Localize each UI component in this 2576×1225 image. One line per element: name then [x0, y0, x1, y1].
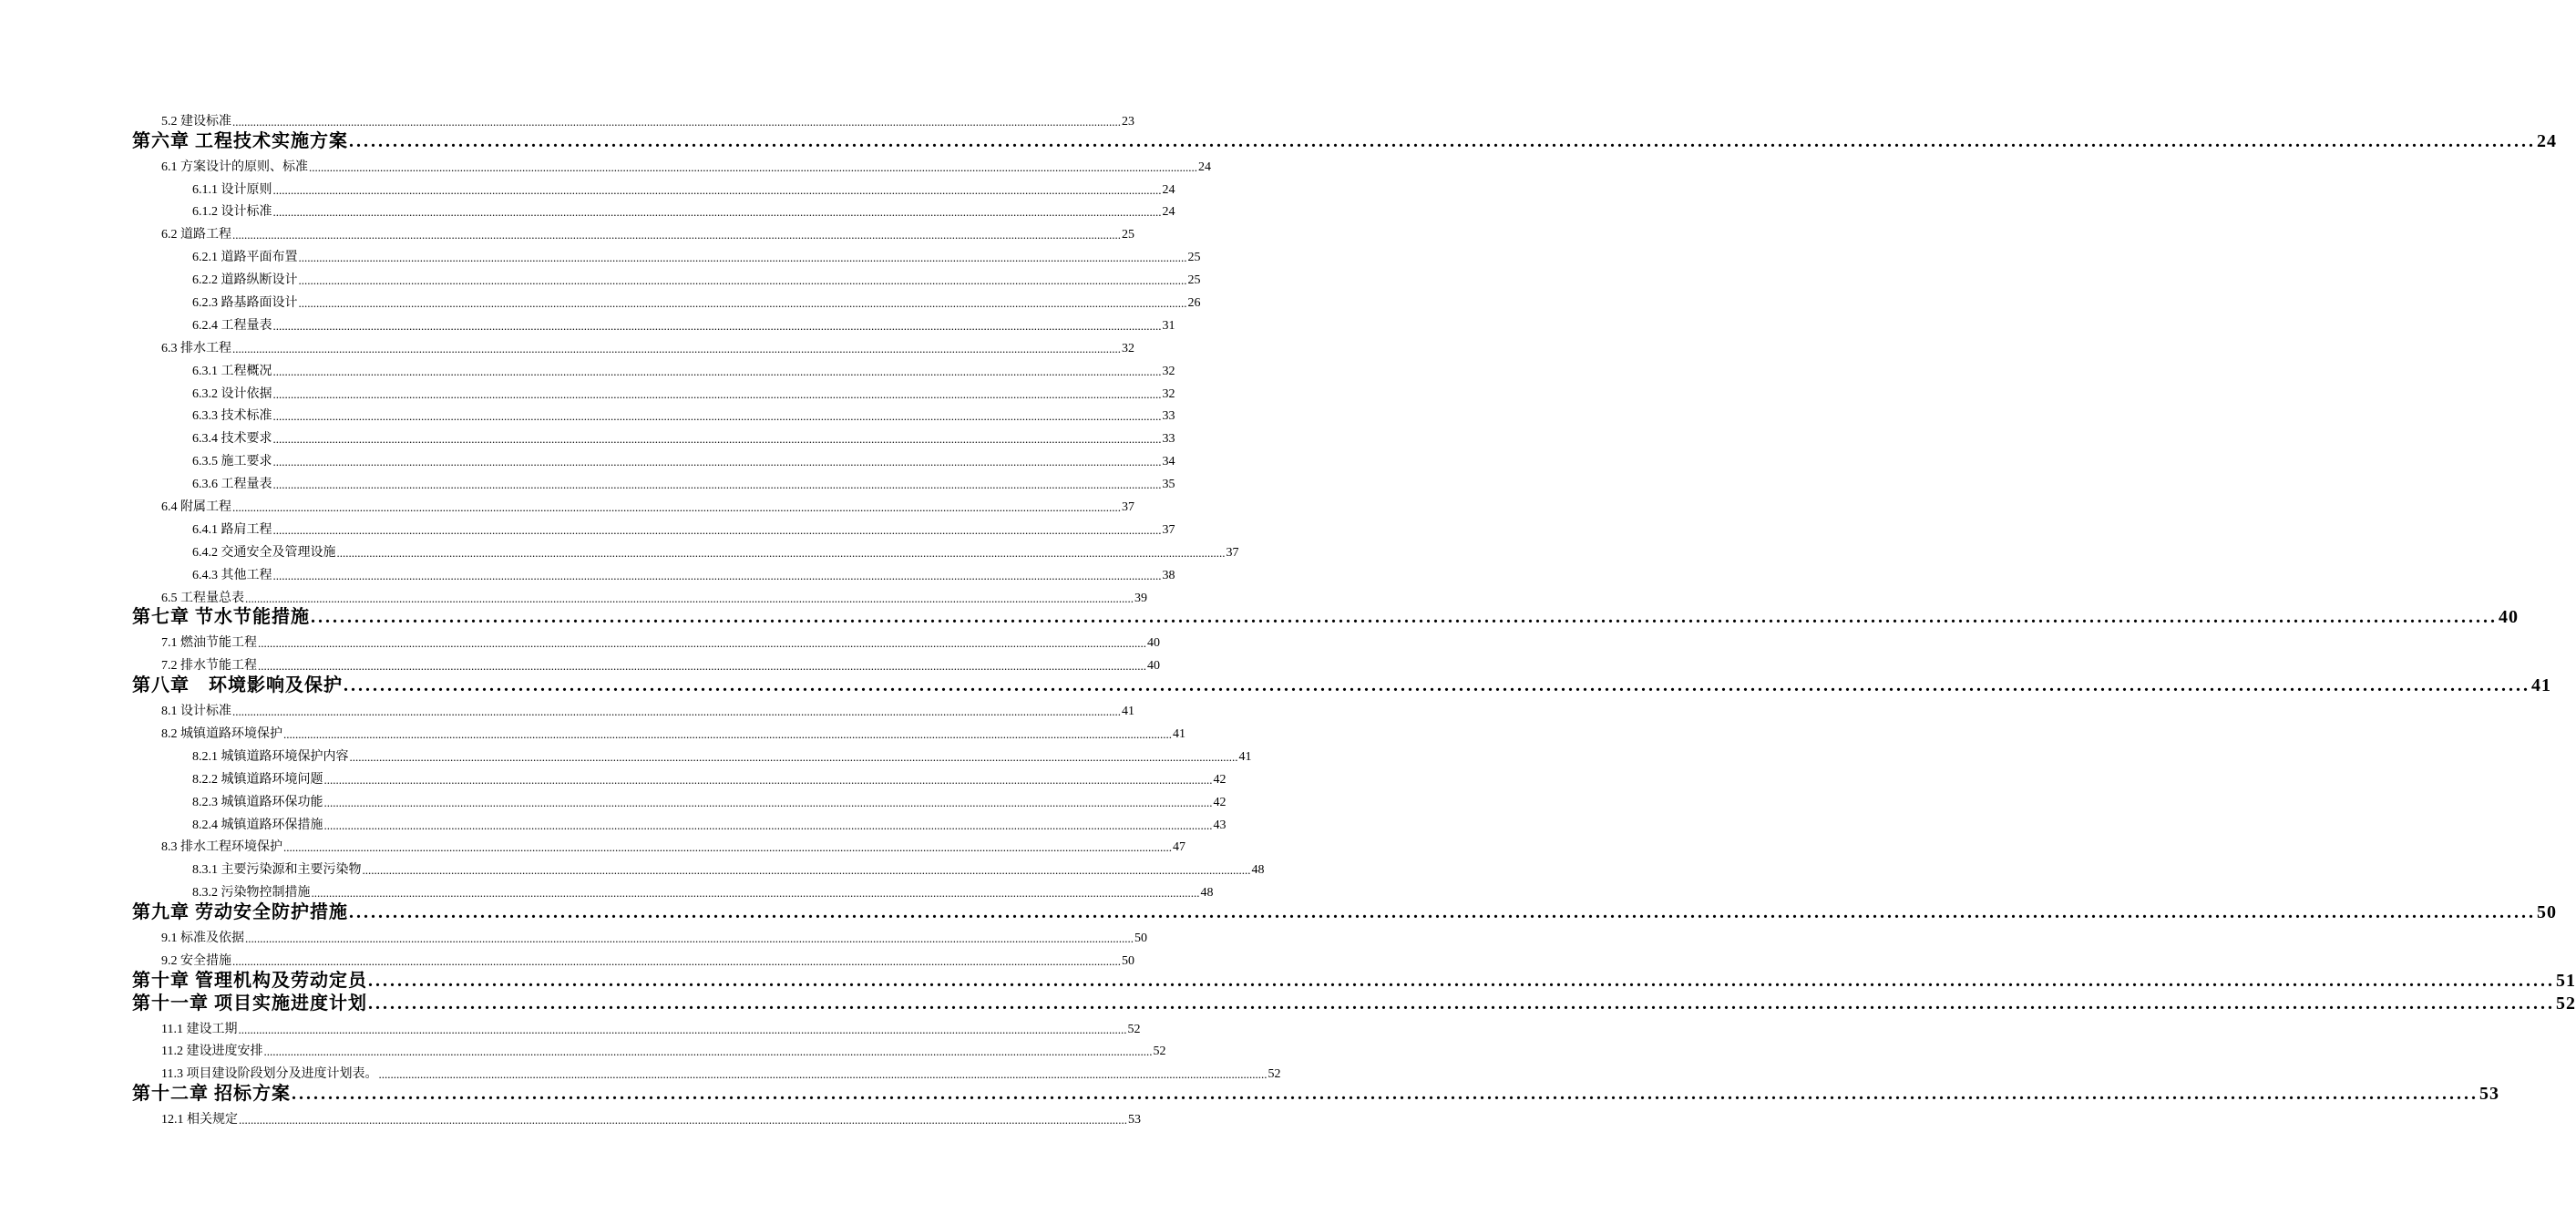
- toc-section-entry[interactable]: [0, 152, 1211, 175]
- toc-leader-dots: ............................................................................................................................................................................................................................................................................................................: [298, 296, 1187, 311]
- toc-entry-title: 7.1 燃油节能工程: [161, 636, 257, 651]
- toc-entry-page-number: 47: [1173, 840, 1185, 855]
- toc-entry-title: 8.3.2 污染物控制措施: [192, 886, 311, 901]
- toc-section-entry[interactable]: [0, 878, 1214, 901]
- toc-leader-dots: ............................................................................................................................................................................................................................................................................................................: [323, 818, 1213, 832]
- toc-entry-page-number: 32: [1122, 341, 1134, 355]
- toc-leader-dots: ............................................................................................................................................................................................................................................................................................................: [272, 409, 1162, 424]
- toc-entry-title: 8.2.2 城镇道路环境问题: [192, 772, 323, 787]
- toc-section-entry[interactable]: [0, 447, 1175, 469]
- toc-leader-dots: ............................................................................................................................................................................................................................................................................................................: [245, 591, 1134, 605]
- toc-section-entry[interactable]: [0, 855, 1265, 878]
- toc-entry-page-number: 35: [1162, 478, 1175, 492]
- toc-entry-page-number: 37: [1122, 500, 1134, 515]
- toc-entry-page-number: 37: [1226, 545, 1239, 560]
- toc-section-entry[interactable]: [0, 788, 1226, 810]
- toc-entry-title: 8.2 城镇道路环境保护: [161, 726, 282, 741]
- toc-entry-title: 6.3.1 工程概况: [192, 364, 272, 378]
- toc-leader-dots: ............................................................................................................................................................................................................................................................................................................: [283, 840, 1172, 855]
- toc-section-entry[interactable]: [0, 1037, 1166, 1060]
- toc-section-entry[interactable]: [0, 242, 1201, 265]
- toc-entry-page-number: 52: [2556, 993, 2576, 1014]
- toc-entry-page-number: 33: [1162, 432, 1175, 447]
- toc-entry-page-number: 50: [2537, 902, 2557, 923]
- toc-chapter-entry[interactable]: [0, 969, 2576, 992]
- toc-section-entry[interactable]: [0, 311, 1175, 334]
- toc-leader-dots: ............................................................................................................................................................................................................................................................................................................: [263, 1045, 1153, 1059]
- toc-section-entry[interactable]: [0, 538, 1239, 561]
- toc-entry-title: 6.1.2 设计标准: [192, 205, 272, 220]
- toc-entry-title: 6.2.3 路基路面设计: [192, 296, 298, 311]
- toc-leader-dots: ............................................................................................................................................................................................................................................................................................................: [323, 795, 1213, 809]
- toc-entry-page-number: 33: [1162, 409, 1175, 424]
- toc-leader-dots: ............................................................................................................................................................................................................................................................................................................: [272, 182, 1162, 197]
- toc-entry-title: 8.2.1 城镇道路环境保护内容: [192, 749, 349, 764]
- toc-leader-dots: ............................................................................................................................................................................................................................................................................................................: [311, 886, 1200, 901]
- toc-leader-dots: ............................................................................................................................................................................................................................................................................................................: [232, 341, 1121, 355]
- toc-entry-title: 6.1 方案设计的原则、标准: [161, 160, 308, 174]
- toc-entry-title: 6.4.2 交通安全及管理设施: [192, 545, 336, 560]
- toc-chapter-entry[interactable]: [0, 901, 2557, 923]
- toc-leader-dots: ............................................................................................................................................................................................................................................................................................................: [272, 205, 1162, 220]
- toc-section-entry[interactable]: [0, 198, 1175, 221]
- toc-section-entry[interactable]: [0, 583, 1147, 606]
- toc-leader-dots: ............................................................................................................................................................................................................................................................................................................: [378, 1067, 1267, 1082]
- toc-leader-dots: ............................................................................................................................................................................................................................................................................................................: [344, 675, 2530, 696]
- toc-leader-dots: ............................................................................................................................................................................................................................................................................................................: [272, 432, 1162, 447]
- toc-entry-page-number: 32: [1162, 386, 1175, 401]
- toc-section-entry[interactable]: [0, 379, 1175, 402]
- toc-entry-title: 第七章 节水节能措施: [132, 607, 310, 628]
- toc-leader-dots: ............................................................................................................................................................................................................................................................................................................: [292, 1084, 2479, 1105]
- toc-leader-dots: ............................................................................................................................................................................................................................................................................................................: [232, 500, 1121, 515]
- toc-chapter-entry[interactable]: [0, 674, 2551, 696]
- toc-entry-page-number: 50: [1122, 953, 1134, 968]
- toc-entry-page-number: 41: [1173, 726, 1185, 741]
- toc-entry-page-number: 51: [2556, 970, 2576, 991]
- toc-leader-dots: ............................................................................................................................................................................................................................................................................................................: [245, 931, 1134, 945]
- toc-entry-page-number: 24: [1198, 160, 1211, 174]
- toc-entry-title: 第十二章 招标方案: [132, 1084, 291, 1105]
- toc-section-entry[interactable]: [0, 651, 1160, 674]
- toc-entry-title: 6.5 工程量总表: [161, 591, 244, 605]
- toc-leader-dots: ............................................................................................................................................................................................................................................................................................................: [349, 902, 2536, 923]
- toc-section-entry[interactable]: [0, 561, 1175, 583]
- toc-leader-dots: ............................................................................................................................................................................................................................................................................................................: [272, 568, 1162, 582]
- toc-entry-page-number: 25: [1122, 228, 1134, 242]
- toc-entry-page-number: 40: [1147, 636, 1160, 651]
- toc-entry-title: 6.2.4 工程量表: [192, 318, 272, 333]
- toc-entry-title: 第十一章 项目实施进度计划: [132, 993, 367, 1014]
- toc-entry-title: 6.2 道路工程: [161, 228, 231, 242]
- toc-leader-dots: ............................................................................................................................................................................................................................................................................................................: [309, 160, 1197, 174]
- toc-entry-page-number: 42: [1213, 772, 1226, 787]
- toc-entry-title: 6.1.1 设计原则: [192, 182, 272, 197]
- toc-section-entry[interactable]: [0, 765, 1226, 788]
- toc-section-entry[interactable]: [0, 334, 1134, 356]
- toc-entry-page-number: 39: [1134, 591, 1147, 605]
- toc-entry-page-number: 41: [1238, 749, 1252, 764]
- toc-entry-page-number: 48: [1200, 886, 1214, 901]
- toc-leader-dots: ............................................................................................................................................................................................................................................................................................................: [232, 953, 1121, 968]
- toc-section-entry[interactable]: [0, 1059, 1281, 1082]
- toc-leader-dots: ............................................................................................................................................................................................................................................................................................................: [239, 1113, 1127, 1127]
- toc-entry-title: 5.2 建设标准: [161, 114, 231, 129]
- toc-section-entry[interactable]: [0, 810, 1226, 833]
- toc-section-entry[interactable]: [0, 1105, 1141, 1127]
- toc-leader-dots: ............................................................................................................................................................................................................................................................................................................: [272, 364, 1162, 378]
- toc-section-entry[interactable]: [0, 696, 1134, 719]
- toc-leader-dots: ............................................................................................................................................................................................................................................................................................................: [272, 455, 1162, 469]
- toc-section-entry[interactable]: [0, 288, 1201, 311]
- toc-entry-page-number: 38: [1162, 568, 1175, 582]
- toc-entry-page-number: 24: [1162, 205, 1175, 220]
- toc-entry-title: 第九章 劳动安全防护措施: [132, 902, 348, 923]
- toc-entry-title: 第八章 环境影响及保护: [132, 675, 343, 696]
- toc-leader-dots: ............................................................................................................................................................................................................................................................................................................: [368, 970, 2555, 991]
- toc-section-entry[interactable]: [0, 107, 1134, 129]
- toc-entry-page-number: 32: [1162, 364, 1175, 378]
- toc-leader-dots: ............................................................................................................................................................................................................................................................................................................: [238, 1022, 1127, 1036]
- toc-section-entry[interactable]: [0, 742, 1252, 765]
- toc-entry-page-number: 24: [1162, 182, 1175, 197]
- toc-section-entry[interactable]: [0, 628, 1160, 651]
- toc-entry-page-number: 40: [2499, 607, 2519, 628]
- toc-leader-dots: ............................................................................................................................................................................................................................................................................................................: [362, 863, 1251, 878]
- toc-section-entry[interactable]: [0, 492, 1134, 515]
- toc-leader-dots: ............................................................................................................................................................................................................................................................................................................: [349, 130, 2536, 151]
- toc-entry-title: 6.3 排水工程: [161, 341, 231, 355]
- toc-entry-title: 8.2.4 城镇道路环保措施: [192, 818, 323, 832]
- toc-entry-title: 6.4.1 路肩工程: [192, 522, 272, 537]
- toc-entry-title: 6.3.4 技术要求: [192, 432, 272, 447]
- toc-leader-dots: ............................................................................................................................................................................................................................................................................................................: [272, 522, 1162, 537]
- toc-leader-dots: ............................................................................................................................................................................................................................................................................................................: [349, 749, 1238, 764]
- toc-leader-dots: ............................................................................................................................................................................................................................................................................................................: [311, 607, 2498, 628]
- toc-leader-dots: ............................................................................................................................................................................................................................................................................................................: [232, 705, 1121, 719]
- toc-entry-title: 第十章 管理机构及劳动定员: [132, 970, 367, 991]
- table-of-contents: [0, 107, 2576, 1127]
- toc-entry-title: 6.4 附属工程: [161, 500, 231, 515]
- toc-entry-title: 6.3.2 设计依据: [192, 386, 272, 401]
- toc-entry-title: 6.2.1 道路平面布置: [192, 251, 298, 265]
- toc-leader-dots: ............................................................................................................................................................................................................................................................................................................: [368, 993, 2555, 1014]
- toc-section-entry[interactable]: [0, 356, 1175, 379]
- toc-entry-page-number: 42: [1213, 795, 1226, 809]
- toc-leader-dots: ............................................................................................................................................................................................................................................................................................................: [283, 726, 1172, 741]
- toc-entry-title: 8.2.3 城镇道路环保功能: [192, 795, 323, 809]
- toc-section-entry[interactable]: [0, 402, 1175, 425]
- toc-entry-page-number: 43: [1213, 818, 1226, 832]
- toc-entry-page-number: 25: [1187, 251, 1201, 265]
- toc-entry-page-number: 41: [1122, 705, 1134, 719]
- toc-section-entry[interactable]: [0, 424, 1175, 447]
- toc-entry-title: 9.1 标准及依据: [161, 931, 244, 945]
- toc-entry-page-number: 41: [2531, 675, 2551, 696]
- toc-section-entry[interactable]: [0, 1014, 1141, 1037]
- toc-entry-title: 6.2.2 道路纵断设计: [192, 273, 298, 288]
- toc-leader-dots: ............................................................................................................................................................................................................................................................................................................: [298, 251, 1187, 265]
- toc-entry-title: 8.1 设计标准: [161, 705, 231, 719]
- toc-entry-title: 11.3 项目建设阶段划分及进度计划表。: [161, 1067, 378, 1082]
- toc-section-entry[interactable]: [0, 515, 1175, 538]
- toc-leader-dots: ............................................................................................................................................................................................................................................................................................................: [298, 273, 1187, 288]
- toc-entry-page-number: 52: [1153, 1045, 1166, 1059]
- toc-leader-dots: ............................................................................................................................................................................................................................................................................................................: [232, 228, 1121, 242]
- toc-entry-title: 8.3 排水工程环境保护: [161, 840, 282, 855]
- toc-entry-page-number: 50: [1134, 931, 1147, 945]
- toc-entry-title: 6.4.3 其他工程: [192, 568, 272, 582]
- toc-entry-page-number: 53: [2479, 1084, 2499, 1105]
- toc-entry-title: 6.3.3 技术标准: [192, 409, 272, 424]
- toc-leader-dots: ............................................................................................................................................................................................................................................................................................................: [232, 114, 1121, 129]
- toc-chapter-entry[interactable]: [0, 992, 2576, 1014]
- toc-section-entry[interactable]: [0, 220, 1134, 242]
- toc-chapter-entry[interactable]: [0, 129, 2557, 152]
- toc-section-entry[interactable]: [0, 946, 1134, 969]
- toc-chapter-entry[interactable]: [0, 1082, 2499, 1105]
- toc-entry-title: 12.1 相关规定: [161, 1113, 238, 1127]
- toc-entry-title: 6.3.5 施工要求: [192, 455, 272, 469]
- toc-entry-title: 第六章 工程技术实施方案: [132, 130, 348, 151]
- toc-section-entry[interactable]: [0, 175, 1175, 198]
- toc-entry-page-number: 53: [1128, 1113, 1141, 1127]
- toc-section-entry[interactable]: [0, 833, 1185, 856]
- toc-section-entry[interactable]: [0, 923, 1147, 946]
- toc-entry-page-number: 31: [1162, 318, 1175, 333]
- toc-entry-page-number: 26: [1187, 296, 1201, 311]
- toc-entry-title: 6.3.6 工程量表: [192, 478, 272, 492]
- toc-section-entry[interactable]: [0, 469, 1175, 492]
- toc-leader-dots: ............................................................................................................................................................................................................................................................................................................: [272, 318, 1162, 333]
- toc-chapter-entry[interactable]: [0, 606, 2519, 629]
- toc-entry-title: 9.2 安全措施: [161, 953, 231, 968]
- toc-leader-dots: ............................................................................................................................................................................................................................................................................................................: [258, 636, 1146, 651]
- toc-leader-dots: ............................................................................................................................................................................................................................................................................................................: [272, 478, 1162, 492]
- toc-entry-page-number: 52: [1267, 1067, 1281, 1082]
- toc-leader-dots: ............................................................................................................................................................................................................................................................................................................: [258, 659, 1146, 674]
- toc-entry-page-number: 40: [1147, 659, 1160, 674]
- toc-leader-dots: ............................................................................................................................................................................................................................................................................................................: [272, 386, 1162, 401]
- toc-entry-page-number: 37: [1162, 522, 1175, 537]
- toc-entry-page-number: 24: [2537, 130, 2557, 151]
- toc-entry-page-number: 48: [1251, 863, 1265, 878]
- toc-entry-page-number: 52: [1127, 1022, 1141, 1036]
- toc-section-entry[interactable]: [0, 719, 1185, 742]
- toc-entry-title: 7.2 排水节能工程: [161, 659, 257, 674]
- toc-leader-dots: ............................................................................................................................................................................................................................................................................................................: [323, 772, 1213, 787]
- toc-entry-title: 11.2 建设进度安排: [161, 1045, 263, 1059]
- toc-entry-title: 11.1 建设工期: [161, 1022, 238, 1036]
- toc-entry-page-number: 23: [1122, 114, 1134, 129]
- toc-section-entry[interactable]: [0, 265, 1201, 288]
- toc-entry-page-number: 34: [1162, 455, 1175, 469]
- toc-entry-title: 8.3.1 主要污染源和主要污染物: [192, 863, 362, 878]
- toc-entry-page-number: 25: [1187, 273, 1201, 288]
- toc-leader-dots: ............................................................................................................................................................................................................................................................................................................: [336, 545, 1226, 560]
